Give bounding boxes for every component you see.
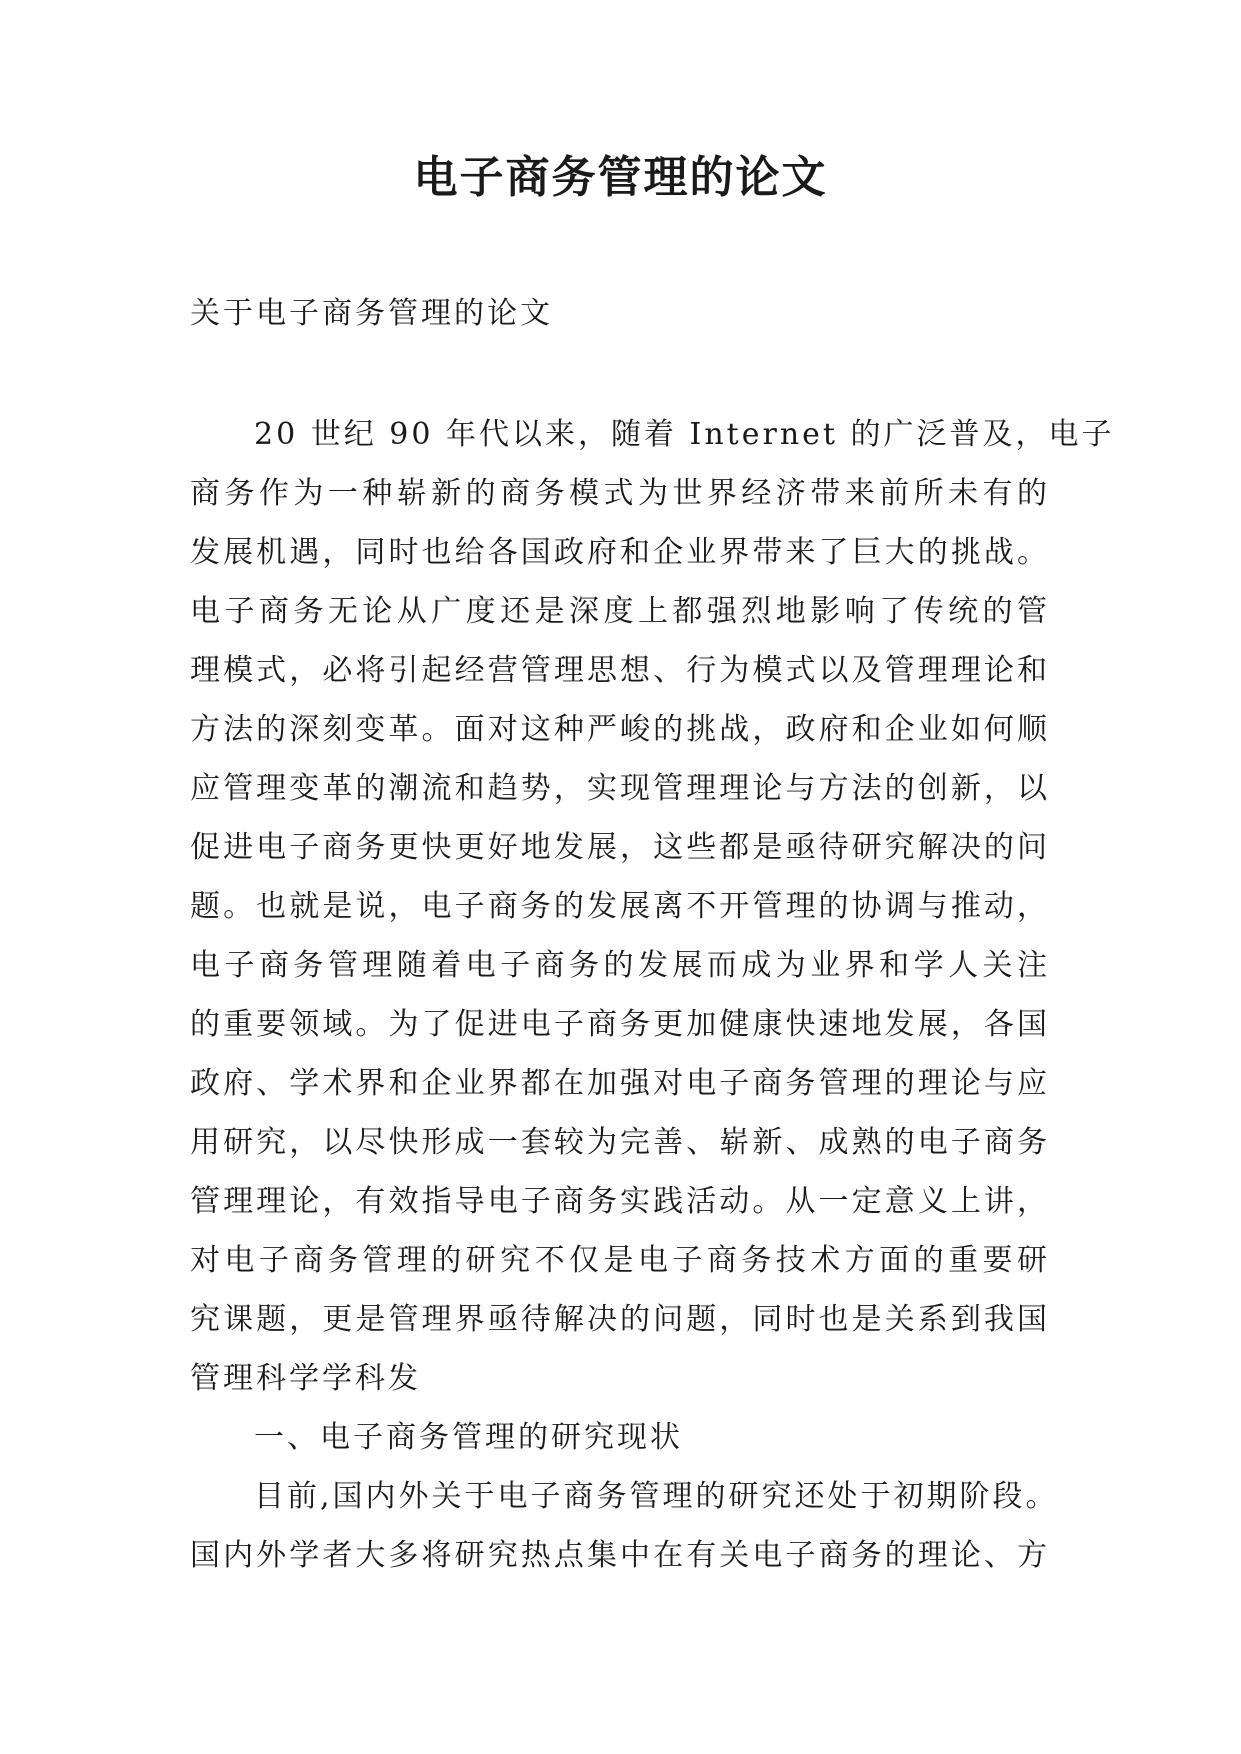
text-line: 电子商务无论从广度还是深度上都强烈地影响了传统的管 xyxy=(190,594,1050,629)
section-heading: 一、电子商务管理的研究现状 xyxy=(254,1420,683,1455)
document-subtitle: 关于电子商务管理的论文 xyxy=(190,296,553,331)
text-line: 目前,国内外关于电子商务管理的研究还处于初期阶段。 xyxy=(254,1479,1059,1514)
text-line: 究课题，更是管理界亟待解决的问题，同时也是关系到我国 xyxy=(190,1302,1050,1337)
text-line: 20 世纪 90 年代以来，随着 Internet 的广泛普及，电子 xyxy=(254,417,1115,452)
body-text xyxy=(190,405,1115,1585)
text-line: 方法的深刻变革。面对这种严峻的挑战，政府和企业如何顺 xyxy=(190,712,1050,747)
text-line: 国内外学者大多将研究热点集中在有关电子商务的理论、方 xyxy=(190,1538,1050,1573)
text-line: 应管理变革的潮流和趋势，实现管理理论与方法的创新，以 xyxy=(190,771,1050,806)
text-line: 题。也就是说，电子商务的发展离不开管理的协调与推动， xyxy=(190,889,1050,924)
text-line: 对电子商务管理的研究不仅是电子商务技术方面的重要研 xyxy=(190,1243,1050,1278)
text-line: 政府、学术界和企业界都在加强对电子商务管理的理论与应 xyxy=(190,1066,1050,1101)
text-line: 管理理论，有效指导电子商务实践活动。从一定意义上讲， xyxy=(190,1184,1050,1219)
text-line: 的重要领域。为了促进电子商务更加健康快速地发展，各国 xyxy=(190,1007,1050,1042)
text-line: 商务作为一种崭新的商务模式为世界经济带来前所未有的 xyxy=(190,476,1050,511)
text-line: 发展机遇，同时也给各国政府和企业界带来了巨大的挑战。 xyxy=(190,535,1050,570)
text-line: 促进电子商务更快更好地发展，这些都是亟待研究解决的问 xyxy=(190,830,1050,865)
text-line: 用研究，以尽快形成一套较为完善、崭新、成熟的电子商务 xyxy=(190,1125,1050,1160)
text-line: 电子商务管理随着电子商务的发展而成为业界和学人关注 xyxy=(190,948,1050,983)
text-line: 管理科学学科发 xyxy=(190,1361,421,1396)
document-title: 电子商务管理的论文 xyxy=(413,152,828,203)
text-line: 理模式，必将引起经营管理思想、行为模式以及管理理论和 xyxy=(190,653,1050,688)
